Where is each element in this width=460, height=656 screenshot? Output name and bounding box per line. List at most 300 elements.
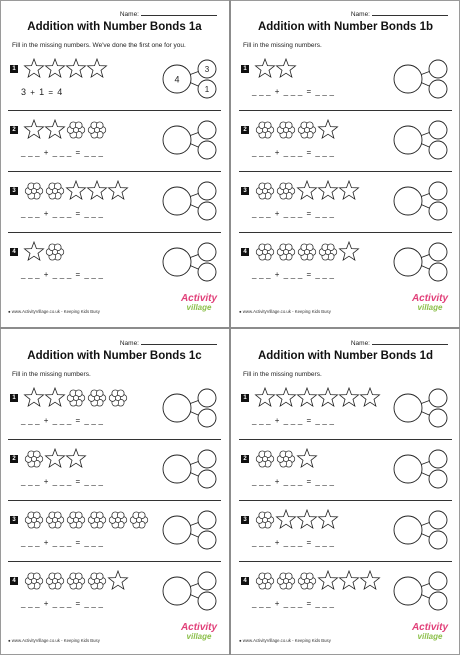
worksheet-title: Addition with Number Bonds 1b bbox=[257, 21, 434, 33]
equals-sign: = bbox=[306, 148, 312, 157]
number-bond-diagram bbox=[390, 507, 450, 555]
name-label: Name: bbox=[119, 340, 139, 347]
worksheet-title: Addition with Number Bonds 1c bbox=[27, 350, 202, 362]
answer-blank[interactable]: _ _ _ bbox=[315, 87, 335, 96]
part-circle-top[interactable] bbox=[198, 243, 216, 261]
star-icon bbox=[24, 388, 43, 406]
equation bbox=[21, 87, 62, 97]
whole-circle[interactable] bbox=[394, 577, 422, 605]
answer-blank[interactable]: _ _ _ bbox=[283, 209, 303, 218]
equation-answer: 1 bbox=[39, 87, 45, 97]
problem-number: 3 bbox=[241, 516, 249, 524]
whole-circle[interactable] bbox=[394, 248, 422, 276]
problem-separator bbox=[239, 110, 452, 111]
flower-icon bbox=[298, 122, 316, 138]
answer-blank[interactable]: _ _ _ bbox=[21, 148, 40, 157]
answer-blank[interactable]: _ _ _ bbox=[84, 416, 104, 425]
part-circle-top[interactable] bbox=[429, 60, 447, 78]
part-circle-top[interactable] bbox=[429, 182, 447, 200]
picture-group bbox=[23, 58, 109, 80]
equation bbox=[252, 538, 334, 547]
footer-text: www.ActivityVillage.co.uk - Keeping Kids Busy bbox=[11, 309, 100, 314]
name-line bbox=[372, 9, 448, 16]
number-bond-diagram bbox=[390, 385, 450, 433]
whole-circle[interactable] bbox=[163, 187, 191, 215]
answer-blank[interactable]: _ _ _ bbox=[283, 270, 303, 279]
flower-icon bbox=[109, 390, 127, 406]
part-circle-top[interactable] bbox=[198, 182, 216, 200]
name-field bbox=[120, 9, 217, 18]
footer-text: www.ActivityVillage.co.uk - Keeping Kids Busy bbox=[11, 638, 100, 643]
problem-number: 4 bbox=[10, 248, 18, 256]
flower-icon bbox=[277, 122, 295, 138]
answer-blank[interactable]: _ _ _ bbox=[252, 416, 271, 425]
answer-blank[interactable]: _ _ _ bbox=[84, 270, 104, 279]
answer-blank[interactable]: _ _ _ bbox=[84, 538, 104, 547]
problem-number: 1 bbox=[241, 394, 249, 402]
star-icon bbox=[66, 449, 85, 467]
answer-blank[interactable]: _ _ _ bbox=[52, 148, 72, 157]
name-field bbox=[351, 9, 448, 18]
answer-blank[interactable]: _ _ _ bbox=[315, 148, 335, 157]
equals-sign: = bbox=[306, 538, 312, 547]
equals-sign: = bbox=[306, 87, 312, 96]
answer-blank[interactable]: _ _ _ bbox=[52, 599, 72, 608]
name-label: Name: bbox=[350, 340, 370, 347]
star-icon bbox=[108, 181, 127, 199]
whole-circle[interactable] bbox=[394, 394, 422, 422]
picture-group bbox=[254, 509, 340, 531]
bond-number: 3 bbox=[204, 65, 210, 74]
whole-circle[interactable] bbox=[163, 577, 191, 605]
answer-blank[interactable]: _ _ _ bbox=[283, 148, 303, 157]
picture-group bbox=[254, 58, 298, 80]
plus-sign: + bbox=[274, 209, 280, 218]
problem-separator bbox=[8, 439, 221, 440]
answer-blank[interactable]: _ _ _ bbox=[21, 538, 40, 547]
number-bond-diagram bbox=[159, 385, 219, 433]
whole-circle[interactable] bbox=[394, 516, 422, 544]
problem-number: 4 bbox=[10, 577, 18, 585]
plus-sign: + bbox=[43, 148, 49, 157]
logo-line-1: Activity bbox=[411, 293, 449, 304]
flower-icon bbox=[67, 573, 85, 589]
flower-icon bbox=[277, 244, 295, 260]
star-icon bbox=[45, 120, 64, 138]
instructions: Fill in the missing numbers. We've done the first one for you. bbox=[12, 42, 186, 49]
plus-sign: + bbox=[43, 599, 49, 608]
star-icon bbox=[24, 120, 43, 138]
problem-row bbox=[231, 113, 460, 175]
problem-separator bbox=[8, 110, 221, 111]
equation bbox=[252, 477, 334, 486]
answer-blank[interactable]: _ _ _ bbox=[84, 599, 104, 608]
footer-credit: ● www.ActivityVillage.co.uk - Keeping Kids Busy bbox=[239, 309, 331, 314]
star-icon bbox=[24, 59, 43, 77]
picture-group bbox=[254, 448, 319, 470]
whole-circle[interactable] bbox=[163, 394, 191, 422]
problem-separator bbox=[239, 171, 452, 172]
equation bbox=[252, 270, 334, 279]
answer-blank[interactable]: _ _ _ bbox=[84, 148, 104, 157]
star-icon bbox=[297, 181, 316, 199]
whole-circle[interactable] bbox=[394, 126, 422, 154]
name-line bbox=[141, 338, 217, 345]
part-circle-bottom[interactable] bbox=[198, 592, 216, 610]
flower-icon bbox=[25, 183, 43, 199]
star-icon bbox=[339, 388, 358, 406]
part-circle-bottom[interactable] bbox=[429, 202, 447, 220]
worksheet-title: Addition with Number Bonds 1d bbox=[257, 350, 434, 362]
footer-text: www.ActivityVillage.co.uk - Keeping Kids Busy bbox=[242, 309, 331, 314]
part-circle-top[interactable] bbox=[198, 389, 216, 407]
star-icon bbox=[87, 59, 106, 77]
star-icon bbox=[339, 242, 358, 260]
logo-line-1: Activity bbox=[180, 293, 218, 304]
activity-village-logo bbox=[179, 623, 219, 641]
star-icon bbox=[339, 571, 358, 589]
star-icon bbox=[66, 59, 85, 77]
picture-group bbox=[23, 387, 130, 409]
flower-icon bbox=[256, 122, 274, 138]
answer-blank[interactable]: _ _ _ bbox=[315, 477, 335, 486]
answer-blank[interactable]: _ _ _ bbox=[84, 477, 104, 486]
part-circle-bottom[interactable] bbox=[198, 470, 216, 488]
problem-row bbox=[0, 503, 229, 565]
answer-blank[interactable]: _ _ _ bbox=[315, 599, 335, 608]
flower-icon bbox=[67, 122, 85, 138]
equals-sign: = bbox=[75, 270, 81, 279]
number-bond-diagram bbox=[390, 178, 450, 226]
name-field bbox=[351, 338, 448, 347]
part-circle-bottom[interactable] bbox=[198, 263, 216, 281]
activity-village-logo bbox=[410, 623, 450, 641]
part-circle-top[interactable] bbox=[429, 243, 447, 261]
answer-blank[interactable]: _ _ _ bbox=[21, 209, 40, 218]
equals-sign: = bbox=[75, 477, 81, 486]
number-bond-diagram bbox=[390, 117, 450, 165]
answer-blank[interactable]: _ _ _ bbox=[315, 538, 335, 547]
answer-blank[interactable]: _ _ _ bbox=[52, 270, 72, 279]
answer-blank[interactable]: _ _ _ bbox=[252, 599, 271, 608]
name-label: Name: bbox=[119, 11, 139, 18]
number-bond-diagram bbox=[390, 446, 450, 494]
star-icon bbox=[339, 181, 358, 199]
plus-sign: + bbox=[43, 270, 49, 279]
star-icon bbox=[276, 388, 295, 406]
whole-circle[interactable] bbox=[394, 65, 422, 93]
plus-sign: + bbox=[274, 148, 280, 157]
equals-sign: = bbox=[306, 599, 312, 608]
star-icon bbox=[297, 449, 316, 467]
part-circle-top[interactable] bbox=[198, 121, 216, 139]
footer-credit: ● www.ActivityVillage.co.uk - Keeping Kids Busy bbox=[8, 638, 100, 643]
picture-group bbox=[254, 241, 361, 263]
answer-blank[interactable]: _ _ _ bbox=[283, 538, 303, 547]
picture-group bbox=[23, 570, 130, 592]
problem-number: 3 bbox=[241, 187, 249, 195]
equals-sign: = bbox=[75, 416, 81, 425]
problem-separator bbox=[8, 232, 221, 233]
whole-circle[interactable] bbox=[163, 248, 191, 276]
problem-row bbox=[231, 503, 460, 565]
instructions: Fill in the missing numbers. bbox=[12, 371, 91, 378]
footer-text: www.ActivityVillage.co.uk - Keeping Kids Busy bbox=[242, 638, 331, 643]
answer-blank[interactable]: _ _ _ bbox=[315, 270, 335, 279]
flower-icon bbox=[67, 390, 85, 406]
problem-row bbox=[231, 564, 460, 626]
star-icon bbox=[45, 449, 64, 467]
part-circle-top[interactable] bbox=[198, 572, 216, 590]
star-icon bbox=[360, 388, 379, 406]
whole-circle[interactable] bbox=[163, 126, 191, 154]
number-bond-diagram bbox=[390, 56, 450, 104]
equals-sign: = bbox=[75, 538, 81, 547]
answer-blank[interactable]: _ _ _ bbox=[21, 416, 40, 425]
picture-group bbox=[254, 387, 382, 409]
answer-blank[interactable]: _ _ _ bbox=[315, 416, 335, 425]
star-icon bbox=[318, 120, 337, 138]
part-circle-top[interactable] bbox=[429, 121, 447, 139]
problem-number: 3 bbox=[10, 516, 18, 524]
activity-village-logo bbox=[410, 294, 450, 312]
answer-blank[interactable]: _ _ _ bbox=[252, 538, 271, 547]
equation bbox=[252, 599, 334, 608]
equation bbox=[21, 538, 103, 547]
plus-sign: + bbox=[43, 416, 49, 425]
worksheet-1c bbox=[0, 329, 229, 656]
flower-icon bbox=[46, 244, 64, 260]
problem-row bbox=[231, 442, 460, 504]
equation-answer: 3 bbox=[21, 87, 27, 97]
picture-group bbox=[23, 448, 88, 470]
part-circle-bottom[interactable] bbox=[429, 263, 447, 281]
equation bbox=[21, 209, 103, 218]
part-circle-top[interactable] bbox=[429, 450, 447, 468]
answer-blank[interactable]: _ _ _ bbox=[52, 477, 72, 486]
part-circle-bottom[interactable] bbox=[429, 80, 447, 98]
bond-number: 1 bbox=[204, 85, 210, 94]
star-icon bbox=[255, 59, 274, 77]
answer-blank[interactable]: _ _ _ bbox=[283, 87, 303, 96]
answer-blank[interactable]: _ _ _ bbox=[21, 477, 40, 486]
worksheet-1d bbox=[231, 329, 460, 656]
part-circle-bottom[interactable] bbox=[429, 592, 447, 610]
answer-blank[interactable]: _ _ _ bbox=[21, 270, 40, 279]
flower-icon bbox=[298, 573, 316, 589]
star-icon bbox=[45, 59, 64, 77]
plus-sign: + bbox=[43, 477, 49, 486]
star-icon bbox=[297, 510, 316, 528]
part-circle-top[interactable] bbox=[429, 389, 447, 407]
problem-number: 2 bbox=[10, 455, 18, 463]
answer-blank[interactable]: _ _ _ bbox=[252, 270, 271, 279]
picture-group bbox=[254, 119, 340, 141]
answer-blank[interactable]: _ _ _ bbox=[84, 209, 104, 218]
logo-line-1: Activity bbox=[180, 622, 218, 633]
answer-blank[interactable]: _ _ _ bbox=[52, 209, 72, 218]
problem-number: 4 bbox=[241, 577, 249, 585]
flower-icon bbox=[46, 183, 64, 199]
flower-icon bbox=[256, 244, 274, 260]
equals-sign: = bbox=[75, 599, 81, 608]
part-circle-bottom[interactable] bbox=[198, 202, 216, 220]
instructions: Fill in the missing numbers. bbox=[243, 42, 322, 49]
equation bbox=[252, 209, 334, 218]
equals-sign: = bbox=[306, 209, 312, 218]
plus-sign: + bbox=[274, 599, 280, 608]
picture-group bbox=[254, 180, 361, 202]
part-circle-bottom[interactable] bbox=[429, 470, 447, 488]
problem-row bbox=[231, 235, 460, 297]
number-bond-diagram bbox=[159, 117, 219, 165]
number-bond-diagram bbox=[159, 446, 219, 494]
footer-credit: ● www.ActivityVillage.co.uk - Keeping Kids Busy bbox=[239, 638, 331, 643]
picture-group bbox=[23, 509, 151, 531]
answer-blank[interactable]: _ _ _ bbox=[252, 477, 271, 486]
flower-icon bbox=[298, 244, 316, 260]
flower-icon bbox=[88, 512, 106, 528]
activity-village-logo bbox=[179, 294, 219, 312]
whole-circle[interactable] bbox=[163, 455, 191, 483]
answer-blank[interactable]: _ _ _ bbox=[315, 209, 335, 218]
part-circle-top[interactable] bbox=[429, 511, 447, 529]
number-bond-diagram bbox=[159, 56, 219, 104]
problem-separator bbox=[239, 232, 452, 233]
star-icon bbox=[66, 181, 85, 199]
whole-circle[interactable] bbox=[394, 187, 422, 215]
flower-icon bbox=[88, 573, 106, 589]
problem-separator bbox=[239, 561, 452, 562]
flower-icon bbox=[256, 183, 274, 199]
problem-row bbox=[0, 113, 229, 175]
number-bond-diagram bbox=[159, 239, 219, 287]
plus-sign: + bbox=[274, 538, 280, 547]
star-icon bbox=[318, 571, 337, 589]
answer-blank[interactable]: _ _ _ bbox=[283, 599, 303, 608]
equation bbox=[252, 148, 334, 157]
plus-sign: + bbox=[274, 416, 280, 425]
logo-line-1: Activity bbox=[411, 622, 449, 633]
picture-group bbox=[254, 570, 382, 592]
part-circle-bottom[interactable] bbox=[198, 409, 216, 427]
plus-sign: + bbox=[43, 538, 49, 547]
number-bond-diagram bbox=[390, 568, 450, 616]
plus-sign: + bbox=[274, 270, 280, 279]
problem-number: 2 bbox=[241, 126, 249, 134]
number-bond-diagram bbox=[159, 568, 219, 616]
picture-group bbox=[23, 241, 67, 263]
answer-blank[interactable]: _ _ _ bbox=[21, 599, 40, 608]
flower-icon bbox=[88, 390, 106, 406]
flower-icon bbox=[46, 573, 64, 589]
name-label: Name: bbox=[350, 11, 370, 18]
picture-group bbox=[23, 119, 109, 141]
equation bbox=[21, 599, 103, 608]
answer-blank[interactable]: _ _ _ bbox=[252, 148, 271, 157]
part-circle-top[interactable] bbox=[429, 572, 447, 590]
worksheet-1a bbox=[0, 0, 229, 327]
bond-number: 4 bbox=[174, 74, 180, 85]
equation bbox=[21, 270, 103, 279]
name-line bbox=[372, 338, 448, 345]
flower-icon bbox=[256, 512, 274, 528]
name-line bbox=[141, 9, 217, 16]
number-bond-diagram bbox=[390, 239, 450, 287]
problem-number: 2 bbox=[241, 455, 249, 463]
flower-icon bbox=[256, 451, 274, 467]
part-circle-bottom[interactable] bbox=[429, 141, 447, 159]
flower-icon bbox=[256, 573, 274, 589]
answer-blank[interactable]: _ _ _ bbox=[283, 477, 303, 486]
equals-sign: = bbox=[48, 88, 54, 97]
equation bbox=[21, 416, 103, 425]
equals-sign: = bbox=[306, 270, 312, 279]
answer-blank[interactable]: _ _ _ bbox=[283, 416, 303, 425]
star-icon bbox=[108, 571, 127, 589]
part-circle-bottom[interactable] bbox=[198, 531, 216, 549]
logo-line-2: village bbox=[417, 303, 443, 312]
instructions: Fill in the missing numbers. bbox=[243, 371, 322, 378]
problem-number: 4 bbox=[241, 248, 249, 256]
star-icon bbox=[360, 571, 379, 589]
whole-circle[interactable] bbox=[394, 455, 422, 483]
picture-group bbox=[23, 180, 130, 202]
part-circle-top[interactable] bbox=[198, 450, 216, 468]
problem-separator bbox=[8, 561, 221, 562]
plus-sign: + bbox=[274, 477, 280, 486]
part-circle-bottom[interactable] bbox=[429, 531, 447, 549]
star-icon bbox=[24, 242, 43, 260]
problem-row bbox=[0, 235, 229, 297]
answer-blank[interactable]: _ _ _ bbox=[52, 416, 72, 425]
star-icon bbox=[276, 510, 295, 528]
part-circle-bottom[interactable] bbox=[429, 409, 447, 427]
equals-sign: = bbox=[75, 209, 81, 218]
flower-icon bbox=[25, 573, 43, 589]
problem-row bbox=[0, 52, 229, 114]
answer-blank[interactable]: _ _ _ bbox=[52, 538, 72, 547]
flower-icon bbox=[88, 122, 106, 138]
worksheet-1b bbox=[231, 0, 460, 327]
footer-credit: ● www.ActivityVillage.co.uk - Keeping Kids Busy bbox=[8, 309, 100, 314]
logo-line-2: village bbox=[417, 632, 443, 641]
flower-icon bbox=[46, 512, 64, 528]
problem-row bbox=[0, 174, 229, 236]
problem-row bbox=[231, 174, 460, 236]
flower-icon bbox=[319, 244, 337, 260]
flower-icon bbox=[130, 512, 148, 528]
plus-sign: + bbox=[274, 87, 280, 96]
number-bond-diagram bbox=[159, 507, 219, 555]
number-bond-diagram bbox=[159, 178, 219, 226]
equals-sign: = bbox=[75, 148, 81, 157]
answer-blank[interactable]: _ _ _ bbox=[252, 87, 271, 96]
flower-icon bbox=[277, 573, 295, 589]
star-icon bbox=[318, 181, 337, 199]
whole-circle[interactable] bbox=[163, 516, 191, 544]
equation bbox=[252, 416, 334, 425]
part-circle-bottom[interactable] bbox=[198, 141, 216, 159]
star-icon bbox=[255, 388, 274, 406]
part-circle-top[interactable] bbox=[198, 511, 216, 529]
star-icon bbox=[45, 388, 64, 406]
logo-line-2: village bbox=[186, 303, 212, 312]
equation-answer: 4 bbox=[57, 87, 63, 97]
equation bbox=[21, 148, 103, 157]
problem-row bbox=[0, 442, 229, 504]
answer-blank[interactable]: _ _ _ bbox=[252, 209, 271, 218]
